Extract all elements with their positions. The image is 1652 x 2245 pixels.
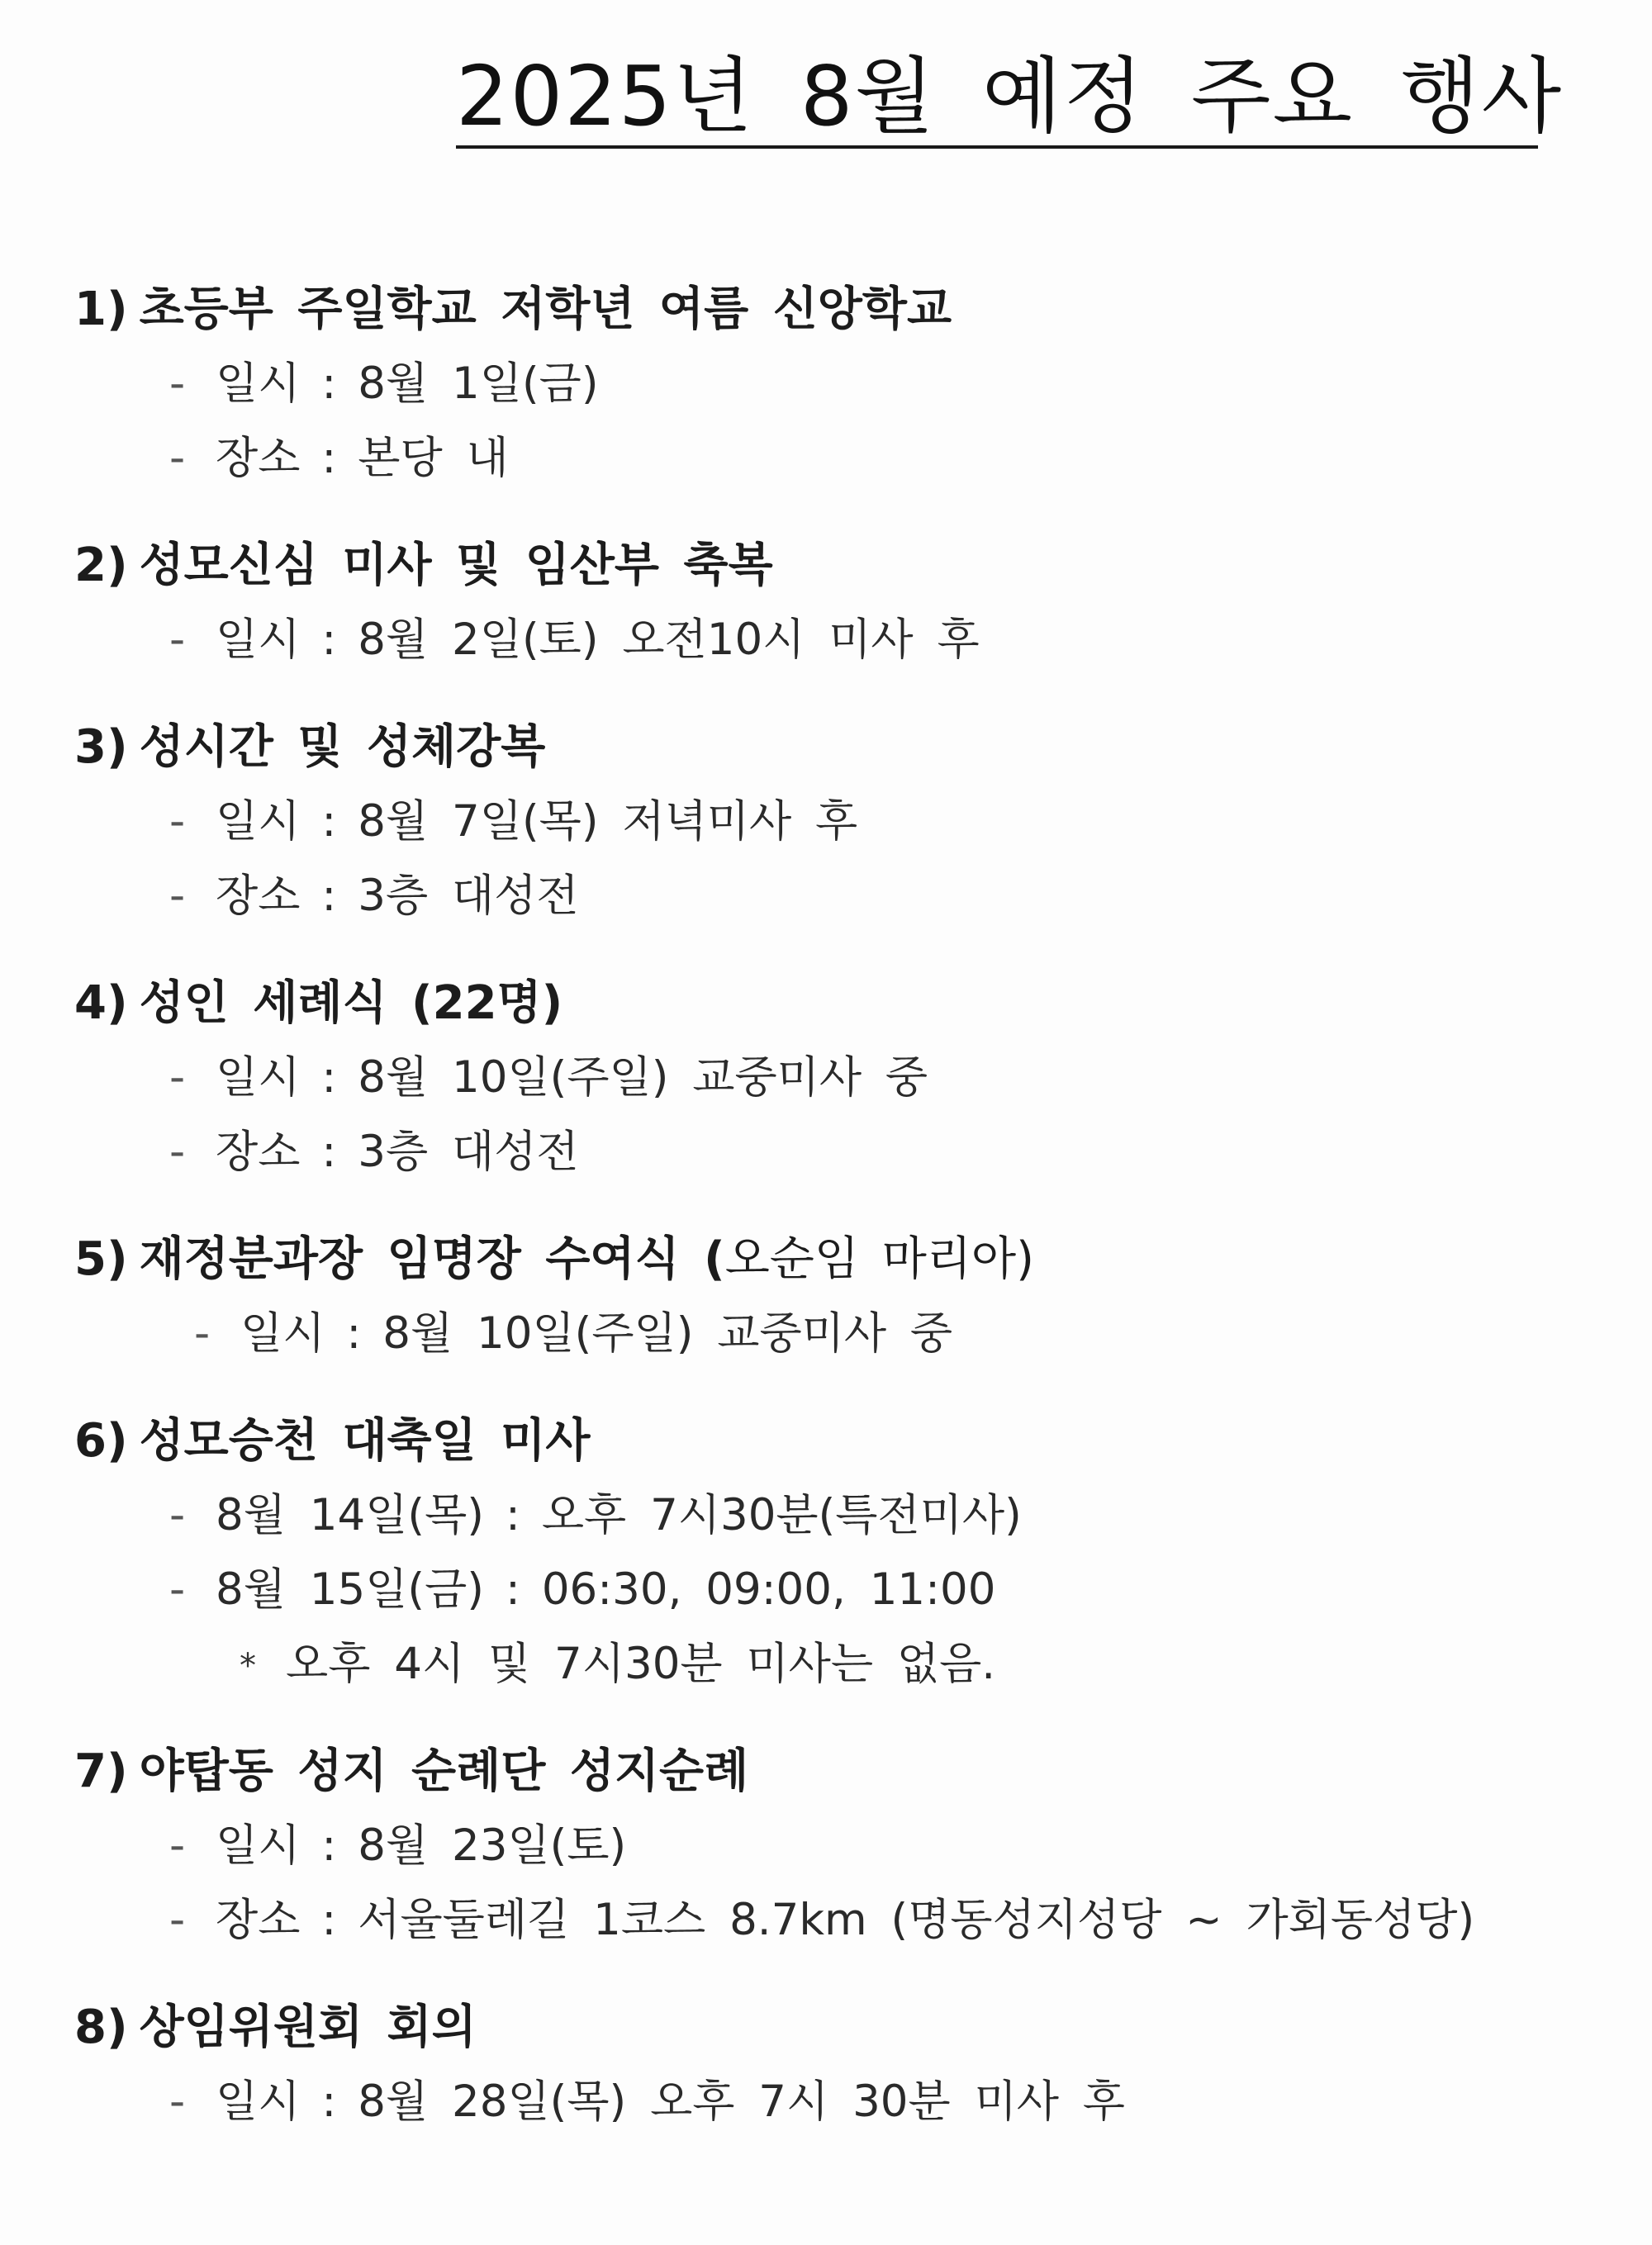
detail-label: 8월 15일(금)	[216, 1564, 484, 1615]
event-detail	[74, 347, 1627, 421]
dash-bullet: -	[169, 871, 186, 921]
detail-label: 일시	[216, 358, 301, 409]
colon-separator: :	[321, 2077, 337, 2127]
dash-bullet: -	[169, 1564, 186, 1615]
event-detail	[74, 1809, 1627, 1883]
event-heading	[74, 1222, 1627, 1297]
detail-value: 8월 2일(토) 오전10시 미사 후	[358, 615, 980, 665]
detail-value: 본당 내	[358, 433, 509, 483]
colon-separator: :	[321, 1895, 337, 1945]
detail-value: 8월 10일(주일) 교중미사 중	[358, 1052, 928, 1103]
detail-label: 장소	[216, 1127, 301, 1177]
detail-value: 3층 대성전	[358, 871, 579, 921]
event-detail	[74, 1553, 1627, 1627]
event-name: 초등부 주일학교 저학년 여름 신앙학교	[139, 282, 952, 336]
event-detail	[74, 1297, 1627, 1371]
detail-label: 일시	[216, 1820, 301, 1871]
colon-separator: :	[321, 1820, 337, 1871]
event-name: 재정분과장 임명장 수여식 (	[139, 1232, 725, 1286]
note-text: 오후 4시 및 7시30분 미사는 없음.	[286, 1639, 996, 1689]
event-number: 7)	[74, 1744, 128, 1798]
detail-value: 서울둘레길 1코스 8.7km (명동성지성당 ~ 가회동성당)	[358, 1895, 1475, 1945]
event-detail	[74, 859, 1627, 933]
event-detail	[74, 421, 1627, 496]
detail-value: 8월 23일(토)	[358, 1820, 627, 1871]
detail-label: 장소	[216, 1895, 301, 1945]
dash-bullet: -	[169, 1820, 186, 1871]
event-detail	[74, 2065, 1627, 2139]
colon-separator: :	[346, 1308, 362, 1359]
detail-value: 8월 1일(금)	[358, 358, 599, 409]
event-name: 상임위원회 회의	[139, 2001, 477, 2054]
detail-label: 장소	[216, 871, 301, 921]
event-heading	[74, 1735, 1627, 1809]
event-heading	[74, 273, 1627, 347]
asterisk-bullet: *	[240, 1647, 256, 1686]
colon-separator: :	[321, 358, 337, 409]
page-title: 2025년 8월 예정 주요 행사	[456, 48, 1538, 149]
event-number: 4)	[74, 976, 128, 1030]
colon-separator: :	[505, 1490, 520, 1540]
dash-bullet: -	[169, 1127, 186, 1177]
dash-bullet: -	[169, 1052, 186, 1103]
detail-label: 장소	[216, 433, 301, 483]
event-item	[74, 529, 1627, 677]
event-heading	[74, 1991, 1627, 2065]
detail-label: 일시	[240, 1308, 325, 1359]
event-name: 성모신심 미사 및 임산부 축복	[139, 539, 773, 592]
event-item	[74, 966, 1627, 1189]
colon-separator: :	[321, 433, 337, 483]
event-heading	[74, 966, 1627, 1041]
colon-separator: :	[321, 1052, 337, 1103]
detail-label: 일시	[216, 2077, 301, 2127]
detail-value: 3층 대성전	[358, 1127, 579, 1177]
dash-bullet: -	[169, 615, 186, 665]
colon-separator: :	[321, 1127, 337, 1177]
dash-bullet: -	[169, 2077, 186, 2127]
colon-separator: :	[321, 871, 337, 921]
event-name: 성시간 및 성체강복	[139, 720, 546, 774]
detail-value: 8월 28일(목) 오후 7시 30분 미사 후	[358, 2077, 1126, 2127]
event-heading	[74, 1404, 1627, 1478]
event-list	[74, 273, 1627, 2139]
event-detail	[74, 1883, 1627, 1958]
event-item	[74, 710, 1627, 933]
event-item	[74, 1222, 1627, 1371]
event-number: 3)	[74, 720, 128, 774]
dash-bullet: -	[169, 433, 186, 483]
dash-bullet: -	[169, 1895, 186, 1945]
event-note	[74, 1627, 1627, 1702]
event-item	[74, 1991, 1627, 2139]
dash-bullet: -	[194, 1308, 211, 1359]
event-item	[74, 1735, 1627, 1958]
event-detail	[74, 785, 1627, 859]
colon-separator: :	[505, 1564, 520, 1615]
event-item	[74, 1404, 1627, 1702]
event-heading	[74, 529, 1627, 603]
detail-label: 일시	[216, 796, 301, 847]
event-name: 야탑동 성지 순례단 성지순례	[139, 1744, 749, 1798]
event-name: 성인 세례식 (22명)	[139, 976, 563, 1030]
event-name: 성모승천 대축일 미사	[139, 1414, 591, 1468]
detail-value: 8월 7일(목) 저녁미사 후	[358, 796, 858, 847]
event-number: 8)	[74, 2001, 128, 2054]
event-number: 2)	[74, 539, 128, 592]
event-number: 6)	[74, 1414, 128, 1468]
event-name-extra: 오순임 마리아)	[724, 1232, 1034, 1286]
detail-value: 06:30, 09:00, 11:00	[541, 1564, 996, 1615]
detail-label: 일시	[216, 1052, 301, 1103]
dash-bullet: -	[169, 1490, 186, 1540]
detail-value: 8월 10일(주일) 교중미사 중	[382, 1308, 953, 1359]
event-number: 1)	[74, 282, 128, 336]
event-heading	[74, 710, 1627, 785]
colon-separator: :	[321, 615, 337, 665]
event-detail	[74, 603, 1627, 677]
event-number: 5)	[74, 1232, 128, 1286]
detail-label: 일시	[216, 615, 301, 665]
dash-bullet: -	[169, 796, 186, 847]
detail-value: 오후 7시30분(특전미사)	[541, 1490, 1022, 1540]
event-detail	[74, 1478, 1627, 1553]
event-item	[74, 273, 1627, 496]
event-detail	[74, 1115, 1627, 1189]
event-detail	[74, 1041, 1627, 1115]
detail-label: 8월 14일(목)	[216, 1490, 484, 1540]
colon-separator: :	[321, 796, 337, 847]
dash-bullet: -	[169, 358, 186, 409]
